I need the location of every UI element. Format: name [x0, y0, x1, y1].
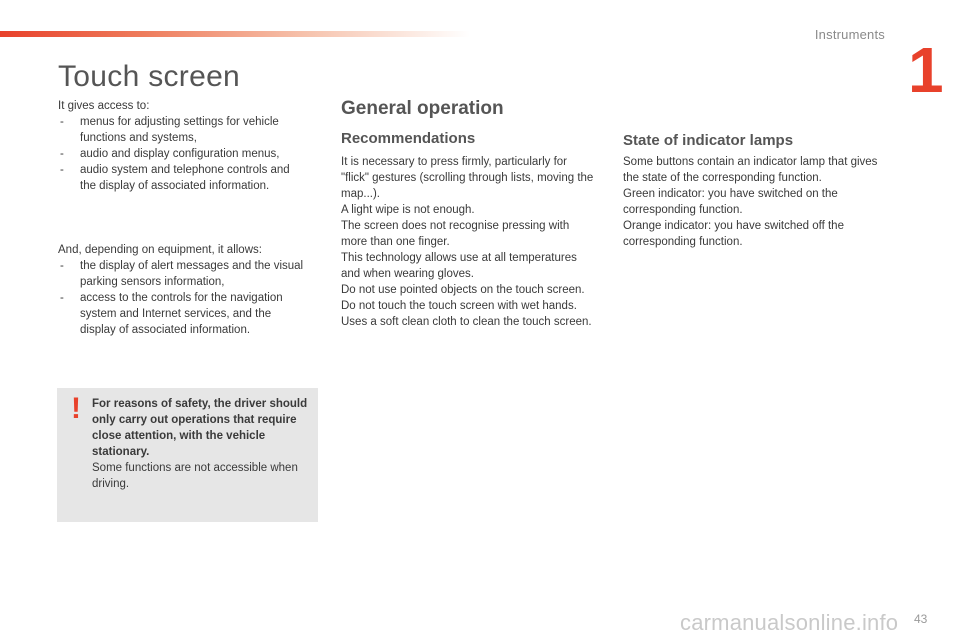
list-item: - menus for adjusting settings for vehicle functions and systems, — [58, 114, 308, 146]
paragraph: This technology allows use at all temperatures and when wearing gloves. — [341, 252, 577, 280]
list-item: - the display of alert messages and the visual parking sensors information, — [58, 258, 308, 290]
paragraph: Orange indicator: you have switched off the corresponding function. — [623, 220, 844, 248]
intro-list — [58, 114, 308, 194]
indicator-lamps-heading: State of indicator lamps — [623, 132, 794, 149]
paragraph: It is necessary to press firmly, particularly for "flick" gestures (scrolling through lists, moving the map...). — [341, 156, 594, 200]
list-item: - access to the controls for the navigation system and Internet services, and the display of associated information. — [58, 290, 308, 338]
paragraph: Do not use pointed objects on the touch screen. — [341, 284, 585, 296]
intro-lead: It gives access to: — [58, 100, 150, 112]
exclamation-icon: ! — [71, 392, 81, 425]
intro-section — [58, 98, 308, 194]
watermark: carmanualsonline.info — [680, 610, 899, 635]
section-name: Instruments — [814, 27, 885, 42]
paragraph: Do not touch the touch screen with wet hands. — [341, 300, 577, 312]
chapter-number: 1 — [908, 34, 944, 106]
recommendations-body — [341, 154, 597, 330]
recommendations-heading: Recommendations — [341, 130, 476, 147]
page-title: Touch screen — [58, 60, 241, 93]
indicator-lamps-body — [623, 154, 879, 250]
warning-text: Some functions are not accessible when driving. — [92, 462, 298, 490]
list-item: - audio and display configuration menus, — [58, 146, 308, 162]
warning-bold-text: For reasons of safety, the driver should only carry out operations that require close attention, with the vehicle stationary. — [92, 398, 308, 458]
safety-warning-box — [57, 388, 318, 522]
paragraph: Some buttons contain an indicator lamp that gives the state of the corresponding function. — [623, 156, 878, 184]
general-operation-heading: General operation — [341, 98, 504, 119]
paragraph: Green indicator: you have switched on the corresponding function. — [623, 188, 838, 216]
equipment-list — [58, 258, 308, 338]
list-item: - audio system and telephone controls and the display of associated information. — [58, 162, 308, 194]
paragraph: Uses a soft clean cloth to clean the touch screen. — [341, 316, 592, 328]
equipment-section — [58, 242, 308, 338]
header-accent-bar — [0, 31, 470, 37]
paragraph: A light wipe is not enough. — [341, 204, 475, 216]
page-number: 43 — [914, 612, 928, 626]
paragraph: The screen does not recognise pressing with more than one finger. — [341, 220, 570, 248]
equipment-lead: And, depending on equipment, it allows: — [58, 244, 262, 256]
